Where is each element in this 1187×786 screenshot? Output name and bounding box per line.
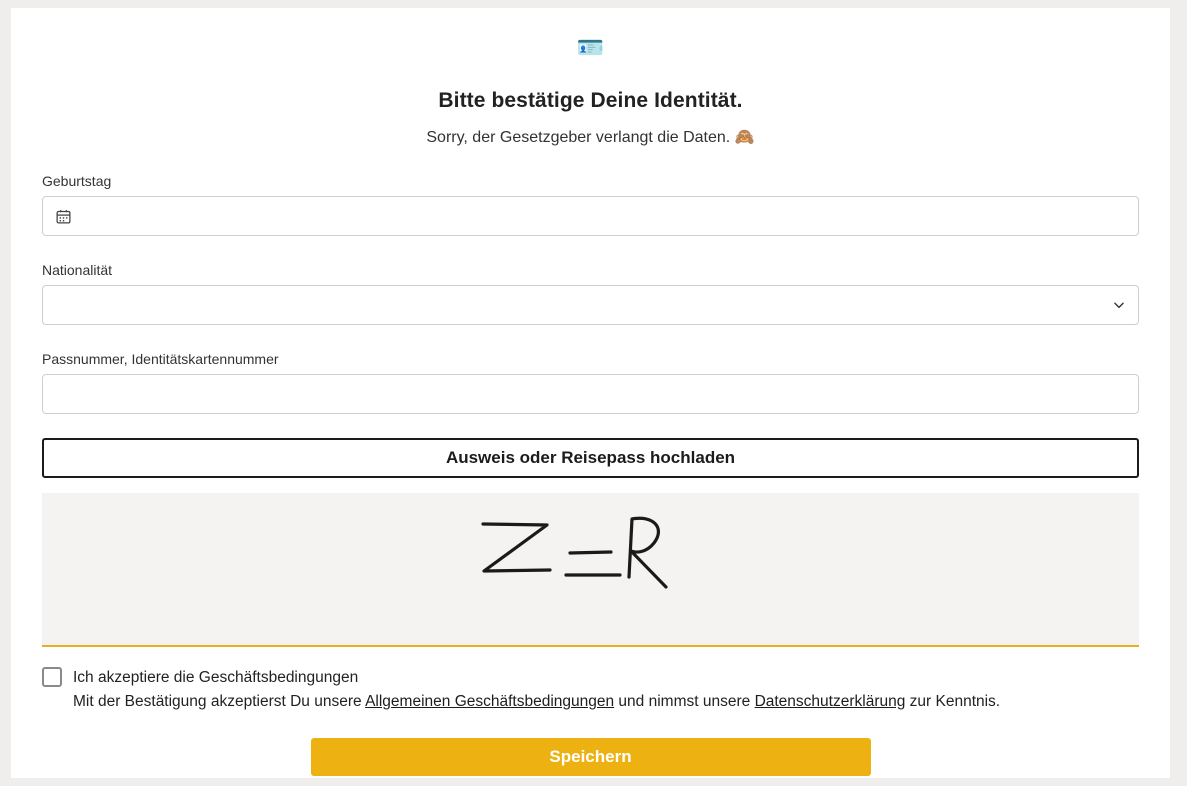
chevron-down-icon <box>1112 298 1126 312</box>
card-inner <box>11 8 1170 776</box>
passport-label: Passnummer, Identitätskartennummer <box>42 351 279 367</box>
privacy-link[interactable]: Datenschutzerklärung <box>754 693 906 710</box>
identity-verification-card <box>11 8 1170 778</box>
passport-field[interactable] <box>42 374 1139 414</box>
terms-middle: und nimmst unsere <box>614 693 755 710</box>
terms-suffix: zur Kenntnis. <box>905 693 1001 710</box>
nationality-label: Nationalität <box>42 262 113 278</box>
terms-row <box>42 666 1139 714</box>
page-title: Bitte bestätige Deine Identität. <box>438 89 743 112</box>
page-subtitle: Sorry, der Gesetzgeber verlangt die Daten. 🙈 <box>426 129 755 146</box>
terms-text <box>73 666 1000 714</box>
terms-checkbox[interactable] <box>42 667 62 687</box>
upload-id-button[interactable]: Ausweis oder Reisepass hochladen <box>42 438 1139 478</box>
terms-detail-line <box>73 690 1000 714</box>
id-card-emoji: 🪪 <box>576 35 605 60</box>
agb-link[interactable]: Allgemeinen Geschäftsbedingungen <box>365 693 615 710</box>
birthday-field[interactable] <box>42 196 1139 236</box>
terms-prefix: Mit der Bestätigung akzeptierst Du unsere <box>73 693 366 710</box>
calendar-icon <box>55 208 72 225</box>
signature-drawing <box>42 493 1139 643</box>
save-button[interactable]: Speichern <box>311 738 871 776</box>
nationality-select[interactable] <box>42 285 1139 325</box>
birthday-label: Geburtstag <box>42 173 112 189</box>
signature-pad[interactable] <box>42 493 1139 647</box>
terms-checkbox-label: Ich akzeptiere die Geschäftsbedingungen <box>73 669 359 686</box>
